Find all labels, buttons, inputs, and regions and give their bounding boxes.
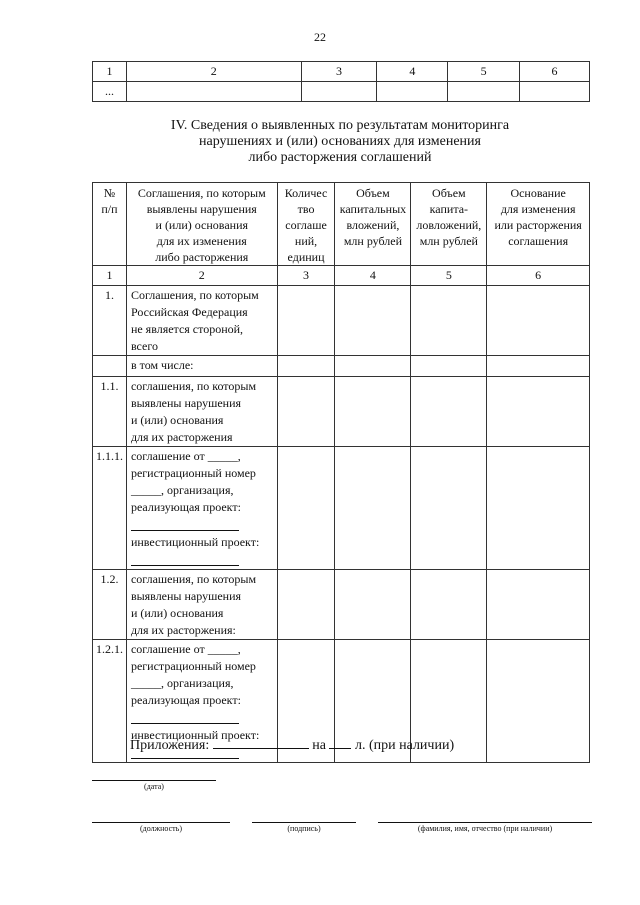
table-cell — [277, 356, 335, 377]
row-number: 1.2.1. — [93, 640, 127, 763]
row-number: 1.1. — [93, 377, 127, 447]
table-cell — [487, 286, 590, 356]
row-description: соглашение от _____, регистрационный номер _____, организация, реализующая проект: инвестиционный проект: — [126, 447, 277, 570]
top-cell — [448, 82, 520, 102]
header-capital-investment: Объем капитальных вложений, млн рублей — [335, 183, 411, 266]
full-name-caption: (фамилия, имя, отчество (при наличии) — [417, 824, 553, 833]
full-name-line — [378, 822, 592, 823]
table-cell — [411, 377, 487, 447]
table-cell — [411, 570, 487, 640]
row-description: Соглашения, по которым Российская Федерация не является стороной, всего — [126, 286, 277, 356]
table-row — [93, 286, 590, 356]
top-cell — [301, 82, 377, 102]
date-line — [92, 780, 216, 781]
pages-blank — [329, 748, 351, 749]
violations-table — [92, 182, 590, 763]
row-description: соглашения, по которым выявлены нарушения и (или) основания для их расторжения — [126, 377, 277, 447]
row-description: соглашения, по которым выявлены нарушения и (или) основания для их расторжения: — [126, 570, 277, 640]
row-description: соглашение от _____, регистрационный номер _____, организация, реализующая проект: инвестиционный проект: — [126, 640, 277, 763]
table-row — [93, 377, 590, 447]
table-row — [93, 570, 590, 640]
table-header-row — [93, 183, 590, 266]
position-line — [92, 822, 230, 823]
table-cell — [411, 356, 487, 377]
section-title-line: либо расторжения соглашений — [248, 150, 432, 165]
blank-line — [131, 516, 239, 531]
column-number: 5 — [411, 266, 487, 286]
table-cell — [411, 447, 487, 570]
row-number: 1. — [93, 286, 127, 356]
section-title-line: IV. Сведения о выявленных по результатам мониторинга — [170, 118, 510, 133]
table-cell — [335, 570, 411, 640]
table-cell — [411, 286, 487, 356]
top-cell — [377, 82, 448, 102]
table-cell — [487, 570, 590, 640]
header-number: № п/п — [93, 183, 127, 266]
top-col-2: 2 — [126, 62, 301, 82]
section-title — [130, 118, 550, 166]
table-cell — [277, 570, 335, 640]
table-cell — [277, 377, 335, 447]
blank-line — [131, 709, 239, 724]
top-cell — [126, 82, 301, 102]
column-number: 2 — [126, 266, 277, 286]
table-row — [93, 356, 590, 377]
appendix-tail: л. (при наличии) — [354, 738, 455, 753]
top-col-6: 6 — [520, 62, 590, 82]
appendix-blank — [213, 748, 309, 749]
page-number: 22 — [314, 30, 326, 44]
header-agreements: Соглашения, по которым выявлены нарушения и (или) основания для их изменения либо расторжения — [126, 183, 277, 266]
top-col-3: 3 — [301, 62, 377, 82]
signature-caption: (подпись) — [287, 824, 321, 833]
table-cell — [277, 286, 335, 356]
section-title-line: нарушениях и (или) основаниях для изменения — [199, 134, 481, 149]
top-table-header-row — [93, 62, 590, 82]
appendix-middle: на — [312, 738, 326, 753]
table-cell — [335, 377, 411, 447]
row-description: в том числе: — [126, 356, 277, 377]
header-count: Количес тво соглаше ний, единиц — [277, 183, 335, 266]
top-col-5: 5 — [448, 62, 520, 82]
table-cell — [487, 640, 590, 763]
top-cell — [520, 82, 590, 102]
top-table-row — [93, 82, 590, 102]
column-number: 3 — [277, 266, 335, 286]
header-basis: Основание для изменения или расторжения соглашения — [487, 183, 590, 266]
date-caption: (дата) — [144, 782, 164, 791]
table-row — [93, 447, 590, 570]
table-cell — [277, 447, 335, 570]
signature-line — [252, 822, 356, 823]
appendix-line — [130, 738, 454, 754]
row-number: 1.1.1. — [93, 447, 127, 570]
row-number: 1.2. — [93, 570, 127, 640]
column-number: 1 — [93, 266, 127, 286]
column-number: 4 — [335, 266, 411, 286]
table-cell — [487, 377, 590, 447]
appendix-label: Приложения: — [130, 738, 210, 753]
top-ellipsis: ... — [93, 82, 127, 102]
row-number — [93, 356, 127, 377]
top-col-1: 1 — [93, 62, 127, 82]
top-table — [92, 61, 590, 102]
column-number-row — [93, 266, 590, 286]
top-col-4: 4 — [377, 62, 448, 82]
table-cell — [487, 356, 590, 377]
column-number: 6 — [487, 266, 590, 286]
position-caption: (должность) — [140, 824, 182, 833]
table-cell — [335, 286, 411, 356]
table-cell — [487, 447, 590, 570]
header-capital-investment-2: Объем капита- ловложений, млн рублей — [411, 183, 487, 266]
blank-line — [131, 551, 239, 566]
table-cell — [335, 447, 411, 570]
table-cell — [335, 356, 411, 377]
